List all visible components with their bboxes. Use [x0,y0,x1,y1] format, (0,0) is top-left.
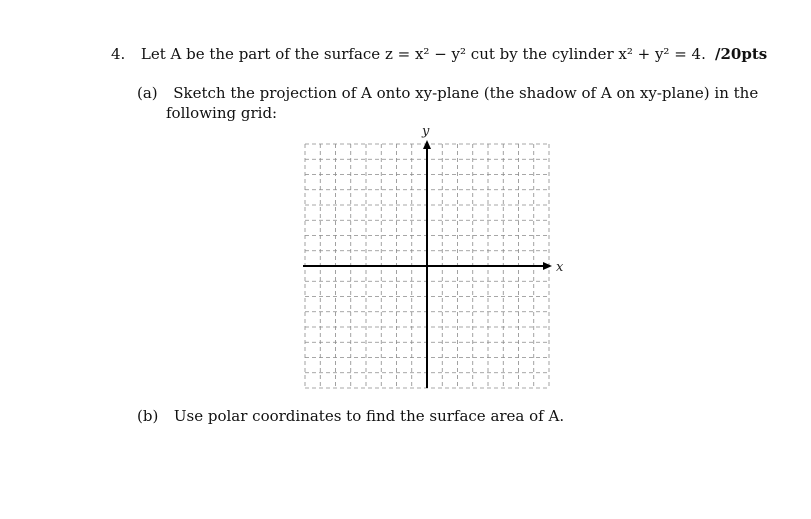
y-axis-label: y [422,124,430,139]
part-b-line [137,407,564,425]
x-axis-arrowhead [543,262,552,270]
part-b-label: (b) [137,407,159,425]
problem-text: Let A be the part of the surface z = x² − y² cut by the cylinder x² + y² = 4. [140,45,706,63]
part-a-label: (a) [137,84,158,102]
x-axis-label: x [556,260,564,275]
points-label: /20pts [715,45,768,63]
part-a-line-2: following grid: [166,104,278,122]
y-axis-arrowhead [423,140,431,149]
axes [303,140,552,388]
part-b-text: Use polar coordinates to find the surface area of A. [173,407,565,425]
part-a-text-1: Sketch the projection of A onto xy-plane (the shadow of A on xy-plane) in the [173,84,759,102]
problem-number: 4. [111,45,126,63]
